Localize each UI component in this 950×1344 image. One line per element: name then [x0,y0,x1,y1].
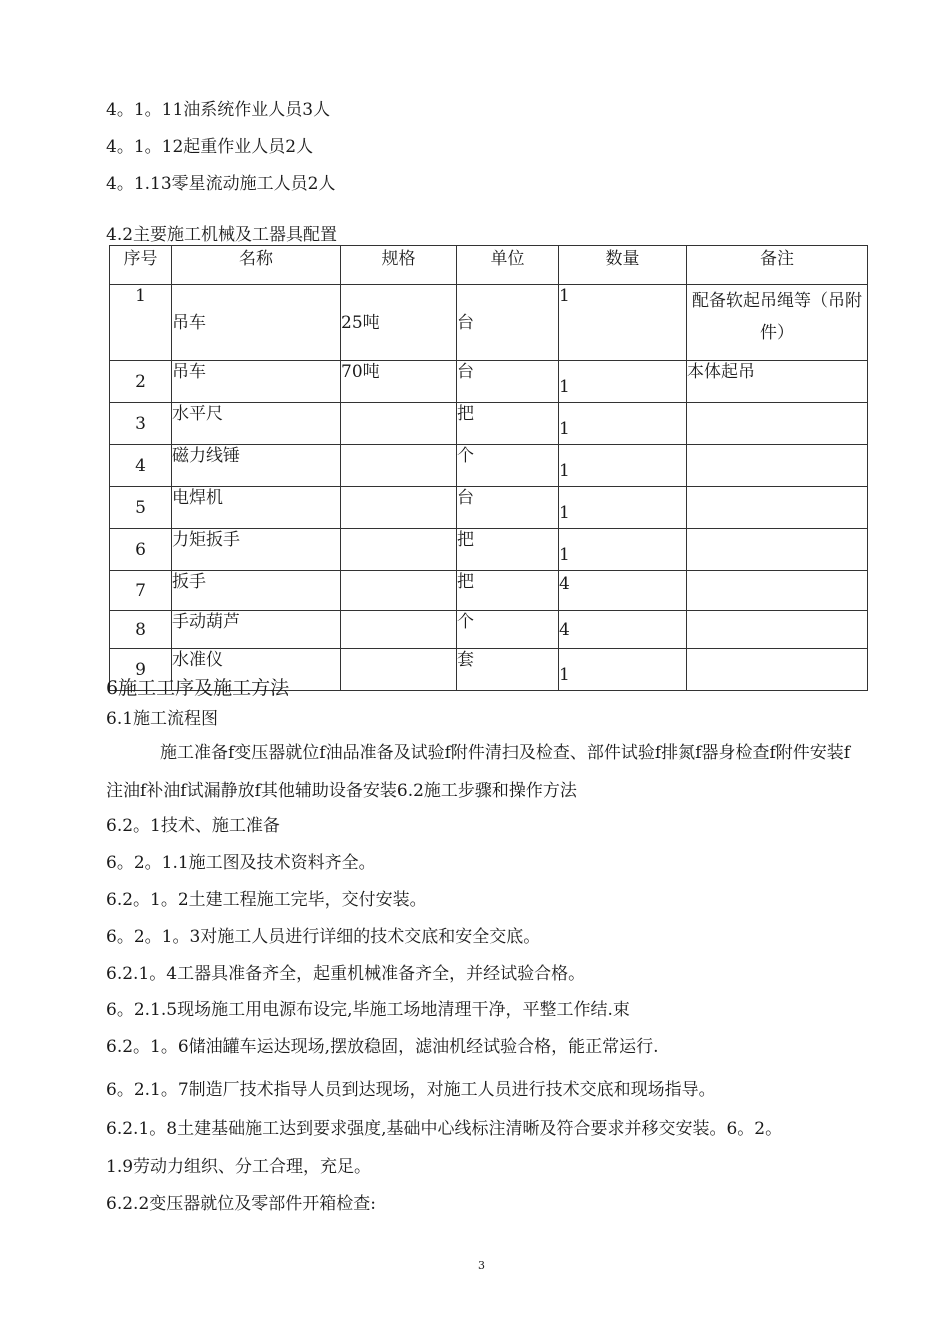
cell-seq: 5 [110,487,172,529]
header-name: 名称 [172,246,341,285]
flow-paragraph: 施工准备f变压器就位f油品准备及试验f附件清扫及检查、部件试验f排氮f器身检查f附件安装f注油f补油f试漏静放f其他辅助设备安装6.2施工步骤和操作方法 [106,743,851,801]
cell-unit: 把 [457,571,559,611]
cell-unit: 台 [457,487,559,529]
cell-unit: 套 [457,649,559,691]
cell-spec [341,403,457,445]
table-header-row [110,246,868,285]
cell-seq: 8 [110,611,172,649]
cell-name: 吊车 [172,285,341,361]
cell-spec: 25吨 [341,285,457,361]
header-qty: 数量 [559,246,687,285]
cell-name: 水平尺 [172,403,341,445]
table-row [110,529,868,571]
table-row [110,361,868,403]
cell-name: 力矩扳手 [172,529,341,571]
cell-qty: 1 [559,361,687,403]
cell-spec [341,649,457,691]
cell-seq: 7 [110,571,172,611]
cell-remark: 本体起吊 [687,361,868,403]
header-unit: 单位 [457,246,559,285]
step-line: 6.2。1。6储油罐车运达现场,摆放稳固，滤油机经试验合格，能正常运行. [106,1037,659,1057]
staff-line-3: 4。1.13零星流动施工人员2人 [106,174,336,194]
step-line: 6。2.1.5现场施工用电源布设完,毕施工场地清理干净，平整工作结.束 [106,1000,630,1020]
cell-seq: 1 [110,285,172,361]
cell-name: 磁力线锤 [172,445,341,487]
step-line: 1.9劳动力组织、分工合理，充足。 [106,1157,372,1177]
cell-qty: 4 [559,571,687,611]
cell-seq: 3 [110,403,172,445]
cell-qty: 4 [559,611,687,649]
cell-name: 吊车 [172,361,341,403]
staff-line-2: 4。1。12起重作业人员2人 [106,137,314,157]
cell-remark [687,649,868,691]
cell-remark [687,529,868,571]
cell-seq: 4 [110,445,172,487]
step-line: 6.2.2变压器就位及零部件开箱检查: [106,1194,376,1214]
header-seq: 序号 [110,246,172,285]
cell-spec [341,445,457,487]
equipment-table [109,245,868,691]
page-number: 3 [478,1259,485,1272]
section-6-1-heading: 6.1施工流程图 [106,709,219,729]
section-6-heading: 6施工工序及施工方法 [106,677,290,699]
cell-remark [687,445,868,487]
table-row [110,285,868,361]
section-4-2-heading: 4.2主要施工机械及工器具配置 [106,225,338,245]
table-row [110,403,868,445]
cell-remark [687,487,868,529]
cell-spec [341,487,457,529]
step-line: 6。2.1。7制造厂技术指导人员到达现场，对施工人员进行技术交底和现场指导。 [106,1080,716,1100]
step-line: 6.2.1。4工器具准备齐全，起重机械准备齐全，并经试验合格。 [106,964,586,984]
cell-qty: 1 [559,649,687,691]
table-row [110,611,868,649]
step-line: 6。2。1。3对施工人员进行详细的技术交底和安全交底。 [106,927,541,947]
cell-seq: 2 [110,361,172,403]
cell-unit: 把 [457,403,559,445]
table-row [110,487,868,529]
cell-remark: 配备软起吊绳等（吊附件） [687,285,868,361]
cell-unit: 台 [457,285,559,361]
cell-qty: 1 [559,487,687,529]
cell-qty: 1 [559,285,687,361]
step-line: 6。2。1.1施工图及技术资料齐全。 [106,853,376,873]
cell-unit: 个 [457,445,559,487]
cell-qty: 1 [559,403,687,445]
table-row [110,571,868,611]
step-line: 6.2。1。2土建工程施工完毕，交付安装。 [106,890,427,910]
cell-remark [687,611,868,649]
step-line: 6.2。1技术、施工准备 [106,816,280,836]
cell-remark [687,571,868,611]
cell-remark [687,403,868,445]
cell-qty: 1 [559,529,687,571]
cell-spec [341,529,457,571]
cell-name: 电焊机 [172,487,341,529]
cell-unit: 把 [457,529,559,571]
cell-name: 手动葫芦 [172,611,341,649]
staff-line-1: 4。1。11油系统作业人员3人 [106,100,331,120]
table-row [110,445,868,487]
cell-spec [341,611,457,649]
header-remark: 备注 [687,246,868,285]
cell-unit: 台 [457,361,559,403]
cell-spec [341,571,457,611]
header-spec: 规格 [341,246,457,285]
step-line: 6.2.1。8土建基础施工达到要求强度,基础中心线标注清晰及符合要求并移交安装。6。2。 [106,1119,783,1139]
cell-name: 水准仪 [172,649,341,691]
cell-qty: 1 [559,445,687,487]
cell-unit: 个 [457,611,559,649]
cell-seq: 9 [110,649,172,691]
cell-name: 扳手 [172,571,341,611]
cell-seq: 6 [110,529,172,571]
cell-spec: 70吨 [341,361,457,403]
